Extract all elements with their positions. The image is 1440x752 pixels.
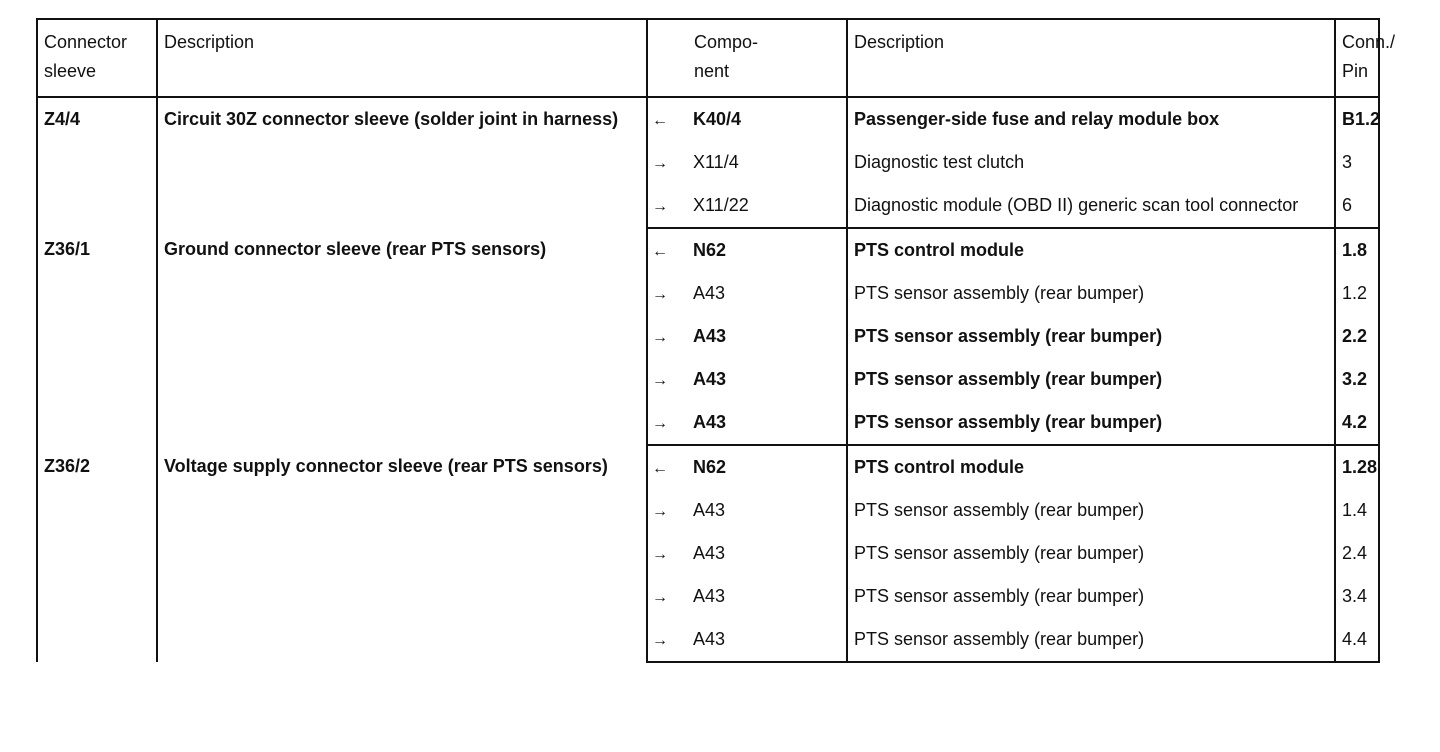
- connector-sleeve-description: Ground connector sleeve (rear PTS sensors): [157, 228, 647, 445]
- direction-arrow-icon: →: [652, 198, 668, 215]
- component-id: A43: [693, 283, 726, 303]
- component-id: A43: [693, 586, 726, 606]
- direction-arrow-icon: →: [652, 632, 668, 649]
- conn-pin: 1.8: [1335, 228, 1379, 272]
- table-row: [37, 228, 1379, 272]
- table-body: [37, 97, 1379, 662]
- arrow-right-icon: [647, 315, 687, 358]
- direction-arrow-icon: ←: [652, 243, 668, 260]
- direction-arrow-icon: →: [652, 589, 668, 606]
- arrow-right-icon: [647, 575, 687, 618]
- direction-arrow-icon: ←: [652, 112, 668, 129]
- header-component: Compo- nent: [647, 19, 847, 97]
- component-id: X11/4: [693, 152, 739, 172]
- table-header-row: [37, 19, 1379, 97]
- component-description: Diagnostic module (OBD II) generic scan tool connector: [847, 184, 1335, 228]
- component-id: A43: [693, 369, 727, 389]
- component-id: K40/4: [693, 109, 742, 129]
- arrow-right-icon: [647, 141, 687, 184]
- component-id: A43: [693, 543, 726, 563]
- direction-arrow-icon: ←: [652, 460, 668, 477]
- connector-sleeve-table: [36, 18, 1396, 663]
- connector-sleeve-description: Voltage supply connector sleeve (rear PTS sensors): [157, 445, 647, 662]
- direction-arrow-icon: →: [652, 155, 668, 172]
- component-id: A43: [693, 500, 726, 520]
- table-row: [37, 97, 1379, 141]
- component-id: A43: [693, 326, 727, 346]
- header-component-description: Description: [847, 19, 1335, 97]
- arrow-right-icon: [647, 184, 687, 228]
- direction-arrow-icon: →: [652, 415, 668, 432]
- direction-arrow-icon: →: [652, 503, 668, 520]
- direction-arrow-icon: →: [652, 286, 668, 303]
- arrow-right-icon: [647, 272, 687, 315]
- component-id: N62: [693, 240, 727, 260]
- component-description: PTS sensor assembly (rear bumper): [847, 532, 1335, 575]
- conn-pin: 1.4: [1335, 489, 1379, 532]
- component-description: PTS control module: [847, 445, 1335, 489]
- conn-pin: 4.4: [1335, 618, 1379, 662]
- component-description: PTS sensor assembly (rear bumper): [847, 489, 1335, 532]
- component-description: Diagnostic test clutch: [847, 141, 1335, 184]
- component-description: PTS sensor assembly (rear bumper): [847, 272, 1335, 315]
- arrow-right-icon: [647, 532, 687, 575]
- component-description: PTS sensor assembly (rear bumper): [847, 575, 1335, 618]
- conn-pin: 3.4: [1335, 575, 1379, 618]
- direction-arrow-icon: →: [652, 372, 668, 389]
- conn-pin: 4.2: [1335, 401, 1379, 445]
- arrow-right-icon: [647, 489, 687, 532]
- conn-pin: 2.2: [1335, 315, 1379, 358]
- conn-pin: 2.4: [1335, 532, 1379, 575]
- connector-table-sheet: [36, 18, 1396, 663]
- component-description: Passenger-side fuse and relay module box: [847, 97, 1335, 141]
- connector-sleeve-description: Circuit 30Z connector sleeve (solder joint in harness): [157, 97, 647, 228]
- component-id: X11/22: [687, 184, 847, 228]
- component-description: PTS control module: [847, 228, 1335, 272]
- component-id: N62: [693, 457, 727, 477]
- header-conn-pin: Conn./ Pin: [1335, 19, 1379, 97]
- arrow-left-icon: [647, 445, 687, 489]
- component-description: PTS sensor assembly (rear bumper): [847, 401, 1335, 445]
- component-id: A43: [687, 618, 847, 662]
- connector-sleeve-id: Z4/4: [37, 97, 157, 228]
- arrow-right-icon: [647, 618, 687, 662]
- arrow-right-icon: [647, 358, 687, 401]
- connector-sleeve-id: Z36/1: [37, 228, 157, 445]
- conn-pin: B1.2: [1335, 97, 1379, 141]
- conn-pin: 1.28: [1335, 445, 1379, 489]
- connector-sleeve-id: Z36/2: [37, 445, 157, 662]
- arrow-left-icon: [647, 228, 687, 272]
- table-row: [37, 445, 1379, 489]
- direction-arrow-icon: →: [652, 546, 668, 563]
- conn-pin: 3.2: [1335, 358, 1379, 401]
- conn-pin: 3: [1335, 141, 1379, 184]
- header-connector-sleeve: Connector sleeve: [37, 19, 157, 97]
- header-description: Description: [157, 19, 647, 97]
- conn-pin: 6: [1335, 184, 1379, 228]
- arrow-right-icon: [647, 401, 687, 445]
- component-id: A43: [687, 401, 847, 445]
- conn-pin: 1.2: [1335, 272, 1379, 315]
- component-description: PTS sensor assembly (rear bumper): [847, 618, 1335, 662]
- direction-arrow-icon: →: [652, 329, 668, 346]
- component-description: PTS sensor assembly (rear bumper): [847, 315, 1335, 358]
- arrow-left-icon: [647, 97, 687, 141]
- component-description: PTS sensor assembly (rear bumper): [847, 358, 1335, 401]
